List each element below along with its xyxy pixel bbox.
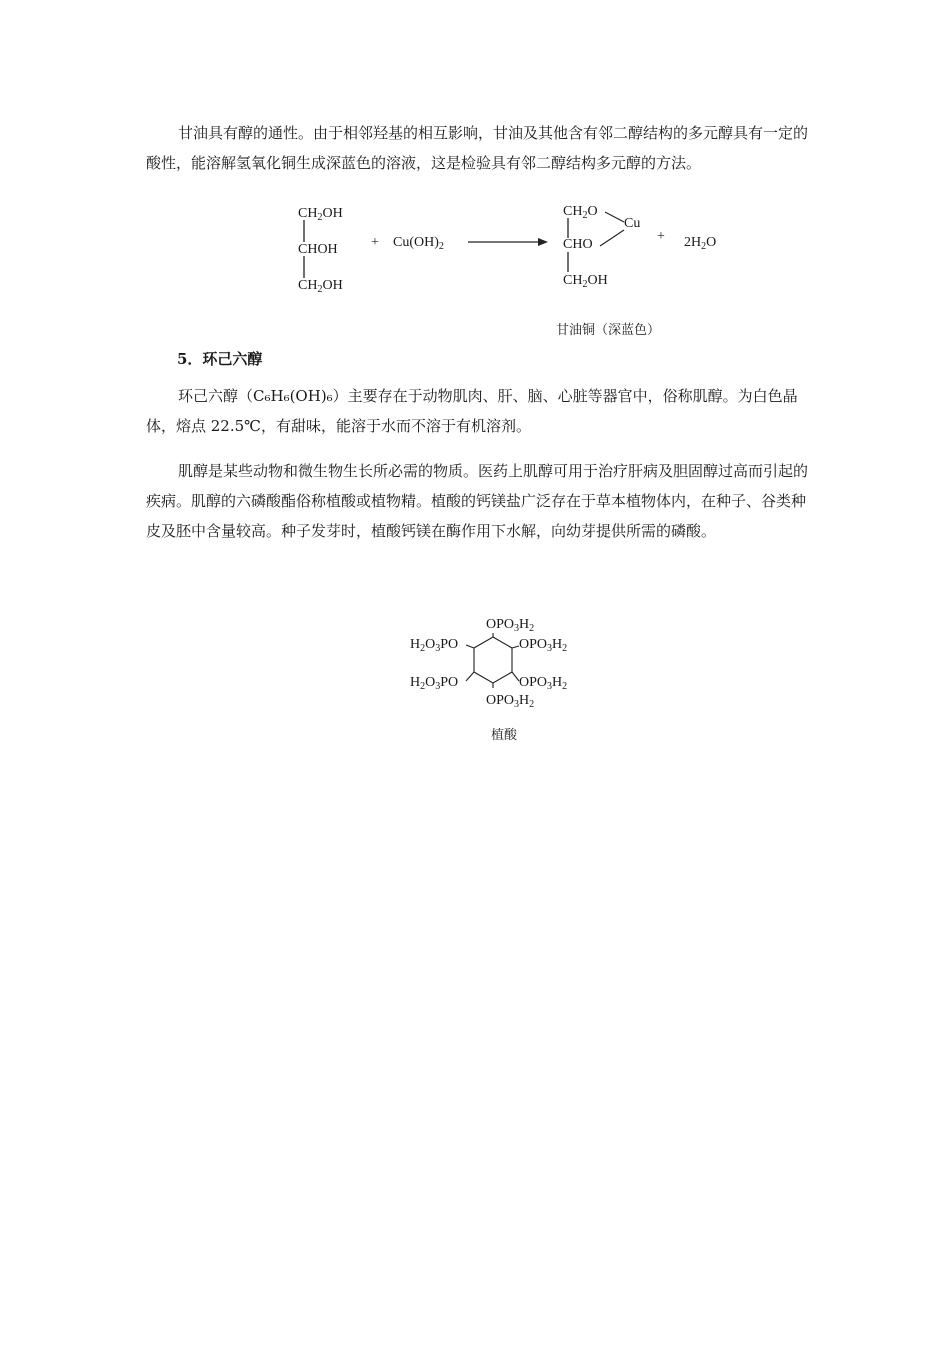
phytic-bond-upper-right [512,646,519,648]
cu-bond-lower [600,230,624,246]
copper-hydroxide: $Cu(OH)_2$ [393,235,444,252]
reaction-arrow-head [538,238,548,246]
cu-bond-upper [605,212,624,222]
glycerol-choh: CHOH [298,242,338,257]
inositol-use-paragraph: 肌醇是某些动物和微生物生长所必需的物质。医药上肌醇可用于治疗肝病及胆固醇过高而引起的疾病。肌醇的六磷酸酯俗称植酸或植物精。植酸的钙镁盐广泛存在于草本植物体内，在种子、谷类种皮及胚中含量较高。种子发芽时，植酸钙镁在酶作用下水解，向幼芽提供所需的磷酸。 [146,462,809,540]
plus-sign-right: + [657,229,665,244]
phytic-acid-caption: 植酸 [491,728,518,743]
plus-sign-left: + [371,235,379,250]
phytic-bond-upper-left [466,645,474,648]
product-ch2oh-bottom: $CH_2OH$ [563,273,608,290]
product-cho: CHO [563,237,593,252]
phytic-substituent-bottom: $OPO_3H_2$ [486,693,535,710]
phytic-substituent-lower-right: $OPO_3H_2$ [519,675,568,692]
phytic-bond-lower-right [512,672,519,681]
product-copper: Cu [624,216,641,231]
cyclohexane-ring [474,637,512,683]
glycerol-ch2oh-top: $CH_2OH$ [298,206,343,223]
product-ch2o-top: $CH_2O$ [563,204,598,221]
phytic-substituent-upper-right: $OPO_3H_2$ [519,637,568,654]
glycerol-ch2oh-bottom: $CH_2OH$ [298,278,343,295]
phytic-bond-lower-left [466,672,474,681]
section-heading: 5．环己六醇 [177,350,263,368]
phytic-substituent-upper-left: $H_2O_3PO$ [410,637,459,654]
water-product: $2H_2O$ [684,235,717,252]
phytic-substituent-lower-left: $H_2O_3PO$ [410,675,459,692]
phytic-substituent-top: $OPO_3H_2$ [486,617,535,634]
glycerol-copper-caption: 甘油铜（深蓝色） [556,323,661,338]
glycerol-intro-paragraph: 甘油具有醇的通性。由于相邻羟基的相互影响，甘油及其他含有邻二醇结构的多元醇具有一定的酸性，能溶解氢氧化铜生成深蓝色的溶液，这是检验具有邻二醇结构多元醇的方法。 [146,124,809,172]
inositol-intro-paragraph: 环己六醇（C₆H₆(OH)₆）主要存在于动物肌肉、肝、脑、心脏等器官中，俗称肌醇。为白色晶体，熔点 22.5℃，有甜味，能溶于水而不溶于有机溶剂。 [146,387,798,435]
